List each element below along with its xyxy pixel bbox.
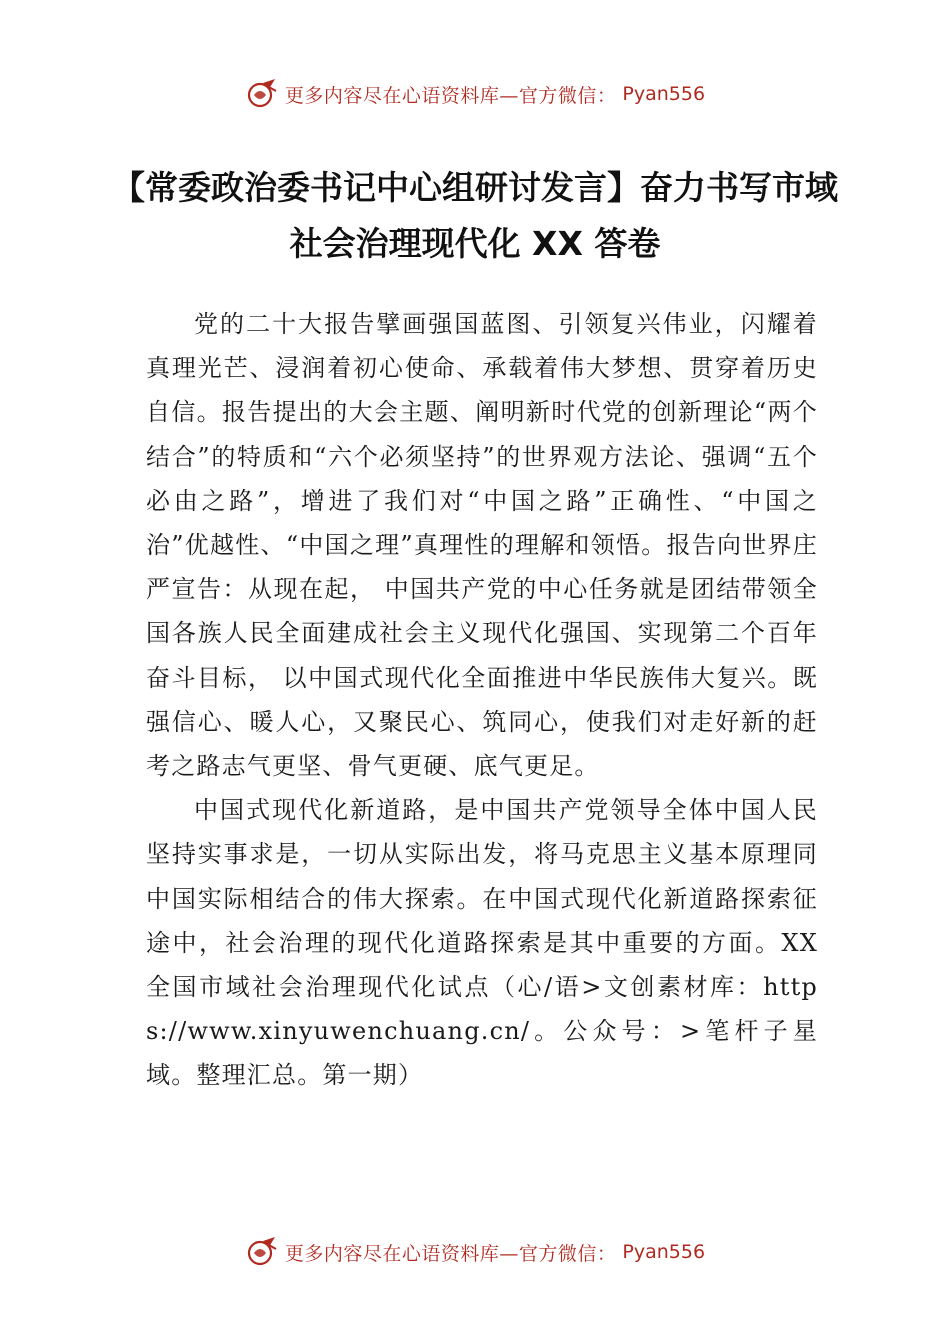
watermark-text: 更多内容尽在心语资料库—官方微信：: [284, 1242, 617, 1265]
watermark-wechat-id: Pyan556: [622, 83, 706, 105]
watermark-logo-icon: [245, 77, 279, 111]
body-paragraph-2: 中国式现代化新道路，是中国共产党领导全体中国人民坚持实事求是，一切从实际出发，将马克思主义基本原理同中国实际相结合的伟大探索。在中国式现代化新道路探索征途中，社会治理的现代化道路探索是其中重要的方面。XX 全国市域社会治理现代化试点（心/语>文创素材库：https://www.xinyuwenchuang.cn/。公众号：>笔杆子星域。整理汇总。第一期）: [146, 796, 818, 1090]
watermark-wechat-id: Pyan556: [622, 1241, 706, 1263]
body-paragraph-1: 党的二十大报告擘画强国蓝图、引领复兴伟业，闪耀着真理光芒、浸润着初心使命、承载着伟大梦想、贯穿着历史自信。报告提出的大会主题、阐明新时代党的创新理论“两个结合”的特质和“六个必须坚持”的世界观方法论、强调“五个必由之路”，增进了我们对“中国之路”正确性、“中国之治”优越性、“中国之理”真理性的理解和领悟。报告向世界庄严宣告：从现在起， 中国共产党的中心任务就是团结带领全国各族人民全面建成社会主义现代化强国、实现第二个百年奋斗目标， 以中国式现代化全面推进中华民族伟大复兴。既强信心、暖人心，又聚民心、筑同心，使我们对走好新的赶考之路志气更坚、骨气更硬、底气更足。: [146, 310, 818, 781]
watermark-banner-bottom: [0, 1232, 950, 1272]
watermark-text: 更多内容尽在心语资料库—官方微信：: [284, 84, 617, 107]
watermark-banner-top: [0, 74, 950, 114]
document-body: [146, 302, 818, 1098]
document-title: 【常委政治委书记中心组研讨发言】奋力书写市域社会治理现代化 XX 答卷: [112, 168, 838, 263]
watermark-logo-icon: [245, 1235, 279, 1269]
